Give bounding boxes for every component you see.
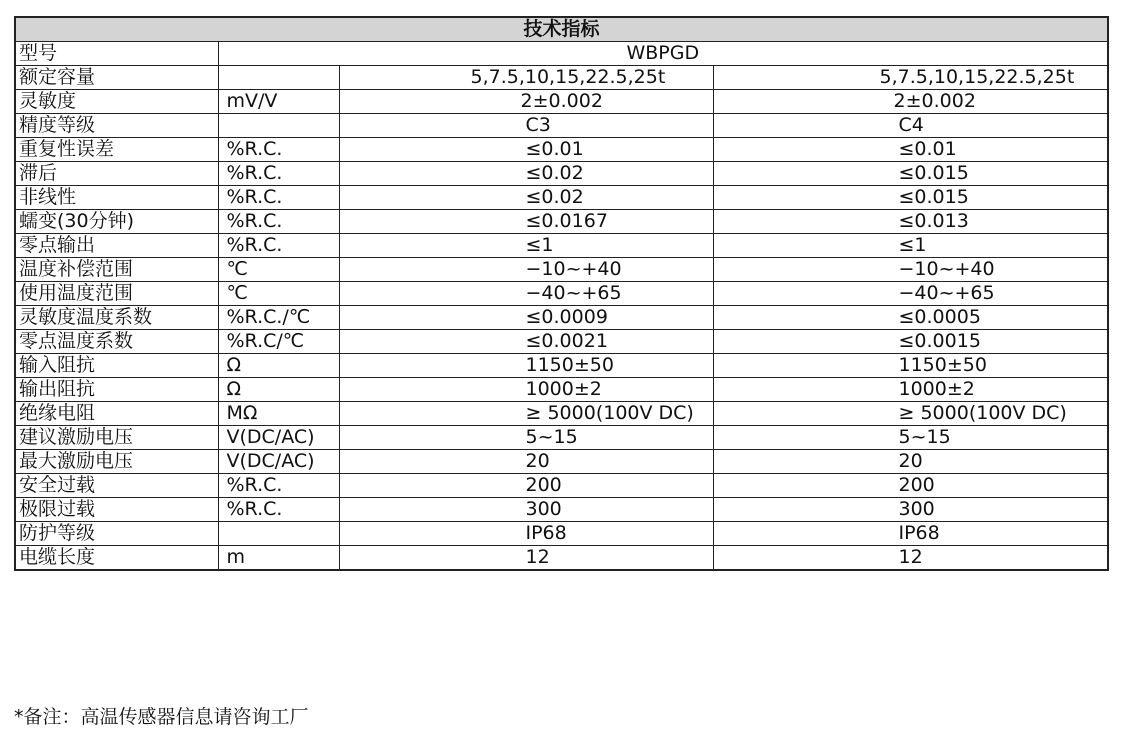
table-row — [15, 330, 1108, 354]
value-c3: 300 — [339, 498, 713, 522]
param-label: 蠕变(30分钟) — [15, 210, 218, 234]
value-c4: 300 — [713, 498, 1108, 522]
table-row — [15, 186, 1108, 210]
value-c4: ≤0.013 — [713, 210, 1108, 234]
table-row — [15, 354, 1108, 378]
value-c3: 2±0.002 — [339, 90, 713, 114]
table-row — [15, 402, 1108, 426]
value-c4: 200 — [713, 474, 1108, 498]
table-row — [15, 210, 1108, 234]
table-row — [15, 306, 1108, 330]
unit-cell: %R.C/℃ — [218, 330, 339, 354]
value-c4: 5,7.5,10,15,22.5,25t — [713, 66, 1108, 90]
unit-cell: Ω — [218, 354, 339, 378]
table-row-capacity — [15, 66, 1108, 90]
value-c3: ≤0.02 — [339, 186, 713, 210]
unit-cell — [218, 114, 339, 138]
param-label: 精度等级 — [15, 114, 218, 138]
unit-cell — [218, 522, 339, 546]
param-label: 极限过载 — [15, 498, 218, 522]
param-label: 非线性 — [15, 186, 218, 210]
unit-cell: %R.C. — [218, 498, 339, 522]
value-c3: 1150±50 — [339, 354, 713, 378]
unit-cell: %R.C. — [218, 474, 339, 498]
footnote: *备注：高温传感器信息请咨询工厂 — [14, 706, 309, 728]
table-row — [15, 522, 1108, 546]
value-c3: ≤0.0021 — [339, 330, 713, 354]
table-title: 技术指标 — [15, 17, 1108, 42]
param-label: 灵敏度 — [15, 90, 218, 114]
table-row — [15, 258, 1108, 282]
value-c4: IP68 — [713, 522, 1108, 546]
table-row — [15, 162, 1108, 186]
value-c4: 5~15 — [713, 426, 1108, 450]
value-c3: 1000±2 — [339, 378, 713, 402]
value-c3: ≤0.02 — [339, 162, 713, 186]
param-label: 零点温度系数 — [15, 330, 218, 354]
table-row — [15, 138, 1108, 162]
value-c4: 2±0.002 — [713, 90, 1108, 114]
value-c3: 12 — [339, 546, 713, 571]
value-c4: 12 — [713, 546, 1108, 571]
param-label: 建议激励电压 — [15, 426, 218, 450]
table-row-model — [15, 42, 1108, 66]
unit-cell: Ω — [218, 378, 339, 402]
unit-cell: MΩ — [218, 402, 339, 426]
value-c3: −40~+65 — [339, 282, 713, 306]
value-c3: ≤0.0009 — [339, 306, 713, 330]
value-c3: 5~15 — [339, 426, 713, 450]
table-row — [15, 546, 1108, 571]
table-row — [15, 234, 1108, 258]
table-row — [15, 450, 1108, 474]
param-label: 绝缘电阻 — [15, 402, 218, 426]
param-label: 型号 — [15, 42, 218, 66]
value-c3: C3 — [339, 114, 713, 138]
param-label: 防护等级 — [15, 522, 218, 546]
value-c4: 20 — [713, 450, 1108, 474]
unit-cell: %R.C. — [218, 234, 339, 258]
param-label: 温度补偿范围 — [15, 258, 218, 282]
param-label: 最大激励电压 — [15, 450, 218, 474]
value-c3: IP68 — [339, 522, 713, 546]
value-c3: ≤1 — [339, 234, 713, 258]
value-c4: ≤0.0015 — [713, 330, 1108, 354]
unit-cell: %R.C. — [218, 210, 339, 234]
table-row — [15, 474, 1108, 498]
unit-cell: %R.C./℃ — [218, 306, 339, 330]
param-label: 电缆长度 — [15, 546, 218, 571]
unit-cell: ℃ — [218, 258, 339, 282]
value-c4: ≥ 5000(100V DC) — [713, 402, 1108, 426]
value-c4: ≤0.0005 — [713, 306, 1108, 330]
spec-table-body — [15, 17, 1108, 570]
value-c3: 200 — [339, 474, 713, 498]
value-c3: ≥ 5000(100V DC) — [339, 402, 713, 426]
unit-cell: %R.C. — [218, 138, 339, 162]
value-c4: ≤0.015 — [713, 162, 1108, 186]
param-label: 额定容量 — [15, 66, 218, 90]
param-label: 零点输出 — [15, 234, 218, 258]
value-c4: ≤0.01 — [713, 138, 1108, 162]
unit-cell: %R.C. — [218, 186, 339, 210]
value-c4: ≤1 — [713, 234, 1108, 258]
param-label: 滞后 — [15, 162, 218, 186]
value-c3: 5,7.5,10,15,22.5,25t — [339, 66, 713, 90]
param-label: 重复性误差 — [15, 138, 218, 162]
value-c4: −40~+65 — [713, 282, 1108, 306]
value-c3: 20 — [339, 450, 713, 474]
value-c4: 1000±2 — [713, 378, 1108, 402]
table-title-row — [15, 17, 1108, 42]
value-c4: ≤0.015 — [713, 186, 1108, 210]
value-c3: ≤0.01 — [339, 138, 713, 162]
table-row — [15, 378, 1108, 402]
unit-cell: m — [218, 546, 339, 571]
param-label: 输出阻抗 — [15, 378, 218, 402]
table-row — [15, 426, 1108, 450]
param-label: 安全过载 — [15, 474, 218, 498]
table-row — [15, 498, 1108, 522]
unit-cell: %R.C. — [218, 162, 339, 186]
param-label: 输入阻抗 — [15, 354, 218, 378]
model-value: WBPGD — [218, 42, 1108, 66]
param-label: 灵敏度温度系数 — [15, 306, 218, 330]
param-label: 使用温度范围 — [15, 282, 218, 306]
unit-cell — [218, 66, 339, 90]
table-row — [15, 114, 1108, 138]
table-row — [15, 90, 1108, 114]
unit-cell: V(DC/AC) — [218, 426, 339, 450]
unit-cell: V(DC/AC) — [218, 450, 339, 474]
value-c3: ≤0.0167 — [339, 210, 713, 234]
value-c3: −10~+40 — [339, 258, 713, 282]
spec-table — [14, 16, 1109, 571]
value-c4: C4 — [713, 114, 1108, 138]
value-c4: 1150±50 — [713, 354, 1108, 378]
table-row — [15, 282, 1108, 306]
value-c4: −10~+40 — [713, 258, 1108, 282]
unit-cell: ℃ — [218, 282, 339, 306]
unit-cell: mV/V — [218, 90, 339, 114]
